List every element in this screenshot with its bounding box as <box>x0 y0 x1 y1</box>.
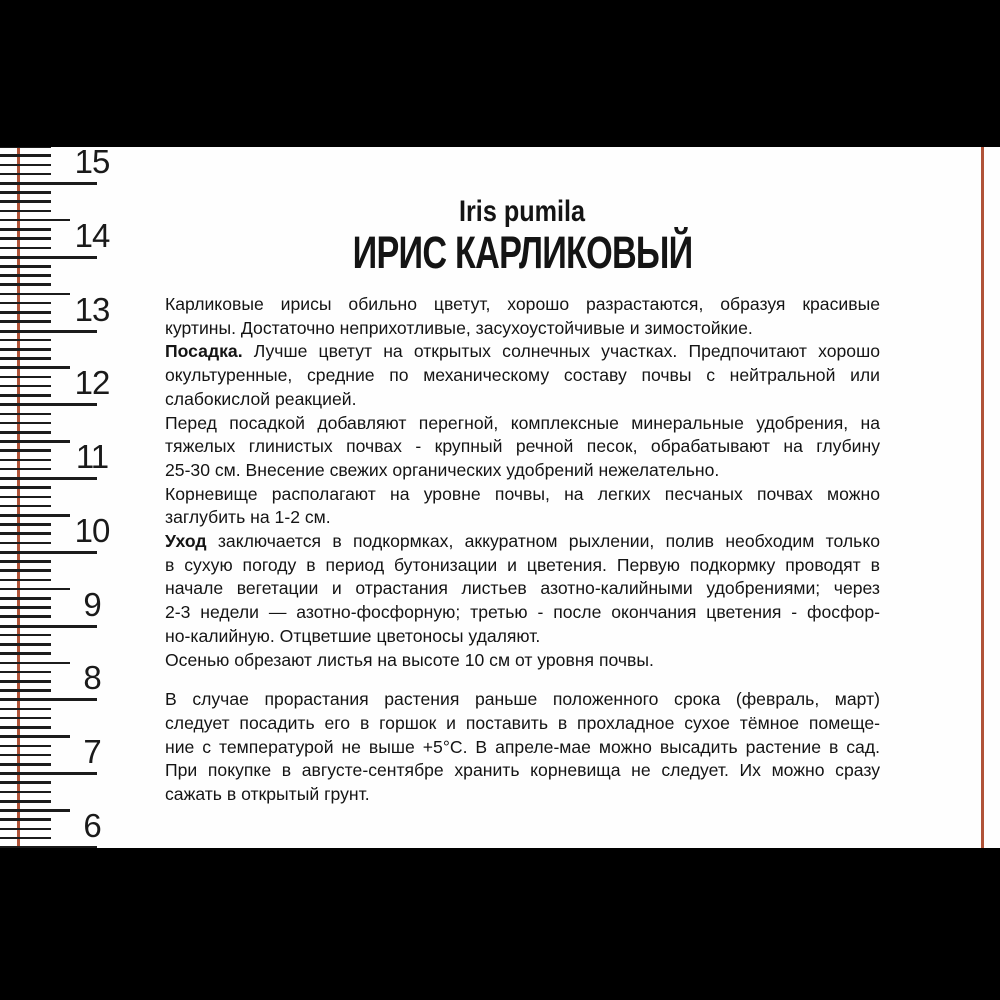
ruler-tick <box>0 173 51 176</box>
ruler-tick <box>0 551 97 554</box>
ruler-tick <box>0 717 51 720</box>
ruler-tick <box>0 708 51 711</box>
text-line: но-калийную. Отцветшие цветоносы удаляют. <box>165 625 541 646</box>
paragraph-autumn <box>165 649 880 673</box>
text-line: окультуренные, средние по механическому составу почвы с нейтральной или <box>165 365 880 386</box>
text-line: 2-3 недели — азотно-фосфорную; третью - после окончания цветения - фосфор- <box>165 602 880 623</box>
ruler-tick <box>0 357 51 360</box>
ruler-tick <box>0 164 51 167</box>
ruler-tick <box>0 615 51 618</box>
paragraph-spacer <box>165 672 880 688</box>
ruler-tick <box>0 348 51 351</box>
ruler-tick <box>0 376 51 379</box>
text-line <box>165 340 880 364</box>
ruler-tick <box>0 791 51 794</box>
ruler-tick <box>0 228 51 231</box>
ruler-tick <box>0 449 51 452</box>
ruler-tick <box>0 237 51 240</box>
paragraph-lead-word: Уход <box>165 531 207 552</box>
ruler-tick <box>0 846 97 848</box>
paragraph-care <box>165 530 880 649</box>
ruler-tick <box>0 385 51 388</box>
ruler-tick <box>0 818 51 821</box>
ruler-tick <box>0 680 51 683</box>
text-line: заглубить на 1-2 см. <box>165 507 331 528</box>
paragraph-soil <box>165 412 880 483</box>
text-line: Корневище располагают на уровне почвы, на легких песчаных почвах можно <box>165 483 880 504</box>
ruler-tick <box>0 772 97 775</box>
text-line: В случае прорастания растения раньше положенного срока (февраль, март) <box>165 689 880 710</box>
ruler-tick <box>0 431 51 434</box>
ruler-tick <box>0 837 51 840</box>
ruler-tick <box>0 634 51 637</box>
ruler-tick <box>0 726 51 729</box>
ruler-number: 8 <box>83 659 101 697</box>
ruler-tick <box>0 505 51 508</box>
ruler-tick <box>0 147 51 148</box>
ruler-tick <box>0 274 51 277</box>
ruler-tick <box>0 422 51 425</box>
text-line: 25-30 см. Внесение свежих органических удобрений нежелательно. <box>165 459 720 480</box>
ruler-tick <box>0 532 51 535</box>
text-line: в сухую погоду в период бутонизации и цветения. Первую подкормку проводят в <box>165 554 880 575</box>
ruler-tick <box>0 625 97 628</box>
paper-area <box>0 147 1000 848</box>
ruler-tick <box>0 394 51 397</box>
ruler-tick <box>0 339 51 342</box>
ruler-tick <box>0 200 51 203</box>
ruler-tick <box>0 745 51 748</box>
ruler-tick <box>0 542 51 545</box>
text-line: При покупке в августе-сентябре хранить корневища не следует. Их можно сразу <box>165 760 880 781</box>
text-line <box>165 530 880 554</box>
ruler-number: 12 <box>74 364 110 402</box>
paragraph-rhizome <box>165 483 880 530</box>
body-text <box>165 293 880 807</box>
ruler-tick <box>0 828 51 831</box>
text-line: куртины. Достаточно неприхотливые, засухоустойчивые и зимостойкие. <box>165 317 753 338</box>
text-line: слабокислой реакцией. <box>165 388 357 409</box>
ruler-tick <box>0 210 51 213</box>
ruler-tick <box>0 671 51 674</box>
ruler-tick <box>0 330 97 333</box>
ruler-tick <box>0 413 51 416</box>
plant-latin-name: Iris pumila <box>459 195 586 228</box>
text-line: тяжелых глинистых почвах - крупный речной песок, обрабатывают на глубину <box>165 436 880 457</box>
ruler-tick <box>0 523 51 526</box>
ruler-tick <box>0 191 51 194</box>
ruler-tick <box>0 247 51 250</box>
ruler-tick <box>0 496 51 499</box>
ruler-tick <box>0 754 51 757</box>
ruler-tick <box>0 560 51 563</box>
ruler-tick <box>0 689 51 692</box>
ruler-number: 9 <box>83 585 101 623</box>
ruler-number: 15 <box>74 147 110 180</box>
text-line: Осенью обрезают листья на высоте 10 см от уровня почвы. <box>165 649 654 670</box>
right-guide-line <box>981 147 984 848</box>
text-line: начале вегетации и отрастания листьев азотно-калийными удобрениями; через <box>165 578 880 599</box>
page-title: ИРИС КАРЛИКОВЫЙ <box>352 227 693 278</box>
ruler-tick <box>0 486 51 489</box>
text-line: ние с температурой не выше +5°С. В апреле-мае можно высадить растение в сад. <box>165 736 880 757</box>
ruler-tick <box>0 302 51 305</box>
ruler-number: 11 <box>75 438 109 476</box>
ruler-tick <box>0 311 51 314</box>
text-line: Перед посадкой добавляют перегной, комплексные минеральные удобрения, на <box>165 412 880 433</box>
ruler-tick <box>0 597 51 600</box>
ruler-number: 14 <box>74 216 110 254</box>
text-span: Лучше цветут на открытых солнечных участках. Предпочитают хорошо <box>242 341 880 362</box>
ruler-tick <box>0 606 51 609</box>
ruler-tick <box>0 569 51 572</box>
ruler-tick <box>0 403 97 406</box>
ruler-tick <box>0 781 51 784</box>
ruler-tick <box>0 265 51 268</box>
ruler-number: 7 <box>83 733 101 771</box>
document-text-column <box>165 147 880 807</box>
ruler-tick <box>0 283 51 286</box>
ruler-tick <box>0 256 97 259</box>
ruler-tick <box>0 468 51 471</box>
text-line: сажать в открытый грунт. <box>165 784 370 805</box>
ruler-number: 6 <box>83 807 101 845</box>
text-line: Карликовые ирисы обильно цветут, хорошо разрастаются, образуя красивые <box>165 294 880 314</box>
ruler-tick <box>0 800 51 803</box>
ruler-tick <box>0 763 51 766</box>
ruler-tick <box>0 579 51 582</box>
ruler-tick <box>0 320 51 323</box>
paragraph-planting <box>165 340 880 411</box>
ruler-tick <box>0 643 51 646</box>
ruler-tick <box>0 698 97 701</box>
paragraph-lead-word: Посадка. <box>165 341 243 362</box>
ruler-tick <box>0 154 51 157</box>
ruler-tick <box>0 459 51 462</box>
title-block <box>165 195 880 277</box>
ruler-tick <box>0 477 97 480</box>
ruler-number: 13 <box>74 290 110 328</box>
ruler <box>0 147 135 848</box>
ruler-number: 10 <box>74 511 110 549</box>
text-span: заключается в подкормках, аккуратном рыхлении, полив необходим только <box>206 531 880 552</box>
paragraph-early-sprouting <box>165 688 880 807</box>
ruler-tick <box>0 182 97 185</box>
text-line: следует посадить его в горшок и поставить в прохладное сухое тёмное помеще- <box>165 712 880 733</box>
paragraph-intro <box>165 293 880 340</box>
ruler-tick <box>0 652 51 655</box>
